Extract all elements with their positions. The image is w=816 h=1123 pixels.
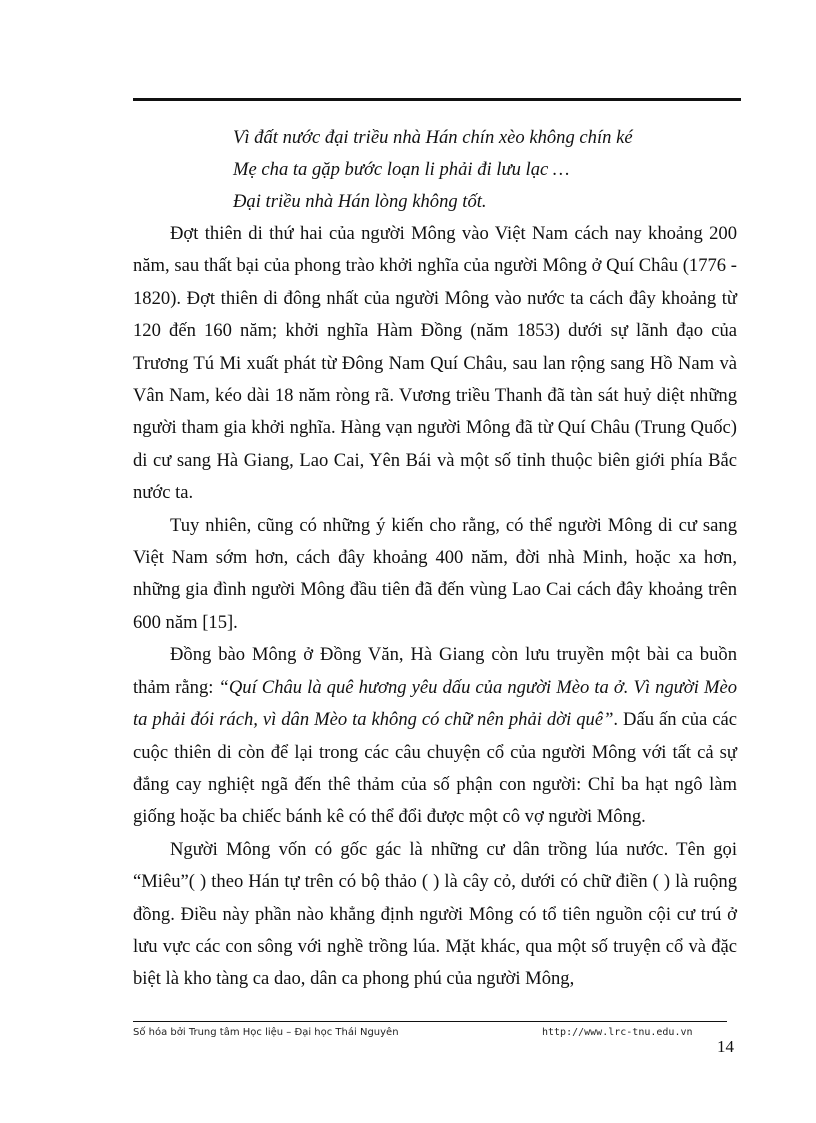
verse-line-2: Mẹ cha ta gặp bước loạn li phải đi lưu lạc … — [233, 159, 570, 180]
header-rule — [133, 98, 741, 101]
footer-source-text: Số hóa bởi Trung tâm Học liệu – Đại học Thái Nguyên — [133, 1027, 399, 1038]
verse-line-3: Đại triều nhà Hán lòng không tốt. — [233, 191, 487, 212]
verse-line-1: Vì đất nước đại triều nhà Hán chín xèo không chín ké — [233, 127, 633, 148]
folk-song-continuation: . Dấu ấn của các cuộc thiên di còn để lại trong các câu chuyện cổ của người Mông với tất cả sự đắng cay nghiệt ngã đến thê thảm của số phận con người: Chỉ ba hạt ngô làm giống hoặc ba chiếc bánh kê có thể đổi được một cô vợ người Mông. — [133, 709, 737, 828]
folk-song-quote: “Quí Châu là quê hương yêu dấu của người Mèo ta ở. Vì người Mèo ta phải đói rách, vì dân Mèo ta không có chữ nên phải dời quê” — [133, 676, 737, 731]
paragraph-rice-origins: Người Mông vốn có gốc gác là những cư dân trồng lúa nước. Tên gọi “Miêu”( ) theo Hán tự trên có bộ thảo ( ) là cây cỏ, dưới có chữ điền ( ) là ruộng đồng. Điều này phần nào khẳng định người Mông có tổ tiên nguồn cội cư trú ở lưu vực các con sông với nghề trồng lúa. Mặt khác, qua một số truyện cổ và đặc biệt là kho tàng ca dao, dân ca phong phú của người Mông, — [133, 838, 737, 990]
paragraph-migration-second-wave: Đợt thiên di thứ hai của người Mông vào Việt Nam cách nay khoảng 200 năm, sau thất bại của phong trào khởi nghĩa của người Mông ở Quí Châu (1776 - 1820). Đợt thiên di đông nhất của người Mông vào nước ta cách đây khoảng từ 120 đến 160 năm; khởi nghĩa Hàm Đồng (năm 1853) dưới sự lãnh đạo của Trương Tú Mi xuất phát từ Đông Nam Quí Châu, sau lan rộng sang Hồ Nam và Vân Nam, kéo dài 18 năm ròng rã. Vương triều Thanh đã tàn sát huỷ diệt những người tham gia khởi nghĩa. Hàng vạn người Mông đã từ Quí Châu (Trung Quốc) di cư sang Hà Giang, Lao Cai, Yên Bái và một số tỉnh thuộc biên giới phía Bắc nước ta. — [133, 223, 737, 504]
footer-rule — [133, 1021, 727, 1022]
folk-song-intro: Đồng bào Mông ở Đồng Văn, Hà Giang còn lưu truyền một bài ca buồn thảm rằng: — [133, 644, 737, 698]
footer-url[interactable]: http://www.lrc-tnu.edu.vn — [542, 1027, 693, 1038]
page-number: 14 — [717, 1037, 734, 1056]
paragraph-folk-song — [133, 639, 737, 833]
page-body — [133, 122, 737, 996]
paragraph-earlier-migration: Tuy nhiên, cũng có những ý kiến cho rằng, có thể người Mông di cư sang Việt Nam sớm hơn, cách đây khoảng 400 năm, đời nhà Minh, hoặc xa hơn, những gia đình người Mông đầu tiên đã đến vùng Lao Cai cách đây khoảng trên 600 năm [15]. — [133, 514, 737, 633]
